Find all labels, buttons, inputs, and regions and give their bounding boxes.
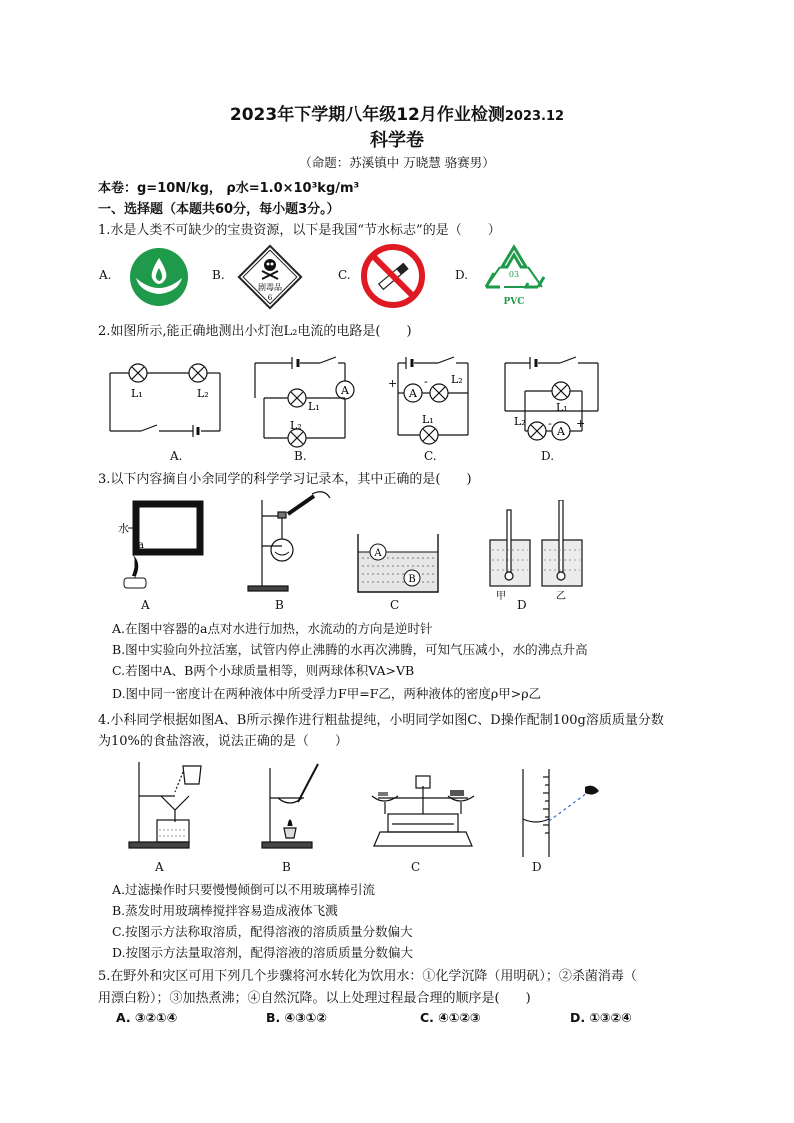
circuit-d-l1: L₁: [556, 401, 568, 414]
q4-option-d: D.按图示方法量取溶剂，配得溶液的溶质质量分数偏大: [112, 945, 414, 960]
q3-fig-b-boiling: [242, 490, 337, 595]
q4-option-c: C.按图示方法称取溶质，配得溶液的溶质质量分数偏大: [112, 924, 413, 939]
q1-label-a: A.: [99, 268, 112, 282]
q4-stem-line1: 4.小科同学根据如图A、B所示操作进行粗盐提纯，小明同学如图C、D操作配制100g溶质质量分数: [98, 713, 664, 728]
circuit-c-l1: L₁: [422, 413, 434, 426]
q3-fig-d-hydrometers: [486, 500, 586, 600]
q1-label-b: B.: [212, 268, 225, 282]
q3-label-b: B: [275, 598, 284, 612]
circuit-d-plus: +: [576, 417, 586, 430]
q4-fig-d-cylinder: [515, 765, 610, 860]
q3-option-c: C.若图中A、B两个小球质量相等，则两球体积VA>VB: [112, 663, 415, 678]
q5-stem-line1: 5.在野外和灾区可用下列几个步骤将河水转化为饮用水：①化学沉降（用明矾）；②杀菌消毒（: [98, 969, 637, 984]
q4-label-c: C: [411, 860, 421, 874]
circuit-b-label: B.: [294, 449, 307, 463]
q5-stem-line2: 用漂白粉）；③加热煮沸；④自然沉降。以上处理过程最合理的顺序是( ): [98, 991, 531, 1006]
toxic-sign-text: 剧毒品: [258, 283, 282, 292]
section-heading: 一、选择题（本题共60分，每小题3分。）: [98, 202, 340, 217]
q5-option-c: C. ④①②③: [420, 1010, 481, 1025]
q4-stem-line2: 为10%的食盐溶液，说法正确的是（ ）: [98, 734, 348, 749]
q4-label-d: D: [532, 860, 542, 874]
recycling-label: PVC: [503, 297, 525, 307]
circuit-a-label: A.: [170, 449, 183, 463]
q5-option-b: B. ④③①②: [266, 1010, 327, 1025]
circuit-c-plus: +: [388, 377, 398, 390]
q4-option-b: B.蒸发时用玻璃棒搅拌容易造成液体飞溅: [112, 903, 338, 918]
circuit-d-l2: L₂: [514, 415, 526, 428]
circuit-a-diagram: [105, 355, 225, 440]
circuit-d-diagram: [500, 353, 610, 448]
q4-option-a: A.过滤操作时只要慢慢倾倒可以不用玻璃棒引流: [112, 882, 376, 897]
q4-fig-a-filtration: [125, 758, 215, 853]
no-smoking-icon: [360, 243, 426, 309]
author-line: （命题：苏溪镇中 万晓慧 骆赛男）: [299, 155, 495, 170]
q3-fig-a-point: a: [138, 540, 144, 551]
q3-fig-a-water: 水: [118, 522, 129, 535]
circuit-a-l1: L₁: [131, 387, 143, 400]
q4-label-a: A: [155, 860, 164, 874]
recycling-code: 03: [508, 270, 520, 279]
q3-label-a: A: [141, 598, 150, 612]
circuit-c-l2: L₂: [451, 373, 463, 386]
q3-option-d: D.图中同一密度计在两种液体中所受浮力F甲=F乙，两种液体的密度ρ甲>ρ乙: [112, 686, 542, 701]
circuit-d-label: D.: [541, 449, 555, 463]
circuit-c-label: C.: [424, 449, 437, 463]
q2-stem: 2.如图所示,能正确地测出小灯泡L₂电流的电路是( ): [98, 324, 412, 339]
circuit-c-ammeter: A: [409, 387, 417, 400]
water-saving-logo-icon: [128, 246, 190, 308]
q1-label-c: C.: [338, 268, 351, 282]
q4-fig-c-balance: [368, 770, 478, 855]
q5-option-d: D. ①③②④: [570, 1010, 632, 1025]
toxic-sign-number: 6: [267, 294, 273, 302]
constants-line: 本卷：g=10N/kg， ρ水=1.0×10³kg/m³: [98, 181, 360, 196]
q5-option-a: A. ③②①④: [116, 1010, 178, 1025]
q3-fig-c-beaker: [354, 532, 442, 594]
q3-fig-d-jia: 甲: [496, 591, 506, 600]
title-text: 2023年下学期八年级12月作业检测: [229, 105, 505, 125]
circuit-b-l1: L₁: [308, 400, 320, 413]
q3-fig-c-ball-a: A: [374, 548, 382, 559]
q4-label-b: B: [282, 860, 291, 874]
circuit-c-diagram: [378, 353, 488, 448]
q3-stem: 3.以下内容摘自小余同学的科学学习记录本，其中正确的是( ): [98, 472, 472, 487]
circuit-b-l2: L₂: [290, 419, 302, 432]
recycling-pvc-icon: [478, 241, 550, 311]
q3-fig-d-yi: 乙: [556, 591, 566, 600]
circuit-b-diagram: [250, 353, 360, 448]
circuit-c-minus: -: [424, 375, 428, 388]
q3-fig-a-convection: [112, 498, 207, 598]
q3-option-b: B.图中实验向外拉活塞，试管内停止沸腾的水再次沸腾，可知气压减小，水的沸点升高: [112, 642, 588, 657]
q1-label-d: D.: [455, 268, 469, 282]
q3-option-a: A.在图中容器的a点对水进行加热，水流动的方向是逆时针: [112, 621, 433, 636]
circuit-d-ammeter: A: [557, 425, 565, 438]
q1-stem: 1.水是人类不可缺少的宝贵资源，以下是我国“节水标志”的是（ ）: [98, 223, 501, 238]
q4-fig-b-evaporation: [258, 758, 328, 853]
circuit-d-minus: -: [548, 417, 552, 430]
q3-label-c: C: [390, 598, 400, 612]
circuit-a-l2: L₂: [197, 387, 209, 400]
toxic-sign-icon: [234, 241, 306, 313]
title-date: 2023.12: [504, 109, 565, 124]
page-title: [0, 100, 794, 125]
subject-title: 科学卷: [370, 130, 424, 151]
q3-label-d: D: [517, 598, 527, 612]
circuit-b-ammeter: A: [341, 384, 349, 397]
q3-fig-c-ball-b: B: [408, 574, 416, 585]
